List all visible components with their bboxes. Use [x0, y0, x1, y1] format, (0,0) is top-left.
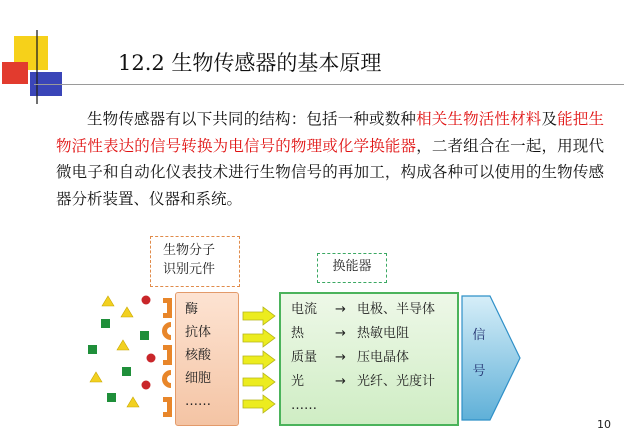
- receptor-square-shape: [163, 345, 172, 365]
- yellow-triangle-shape: [121, 307, 133, 317]
- transducer-quantity: 热: [291, 326, 305, 341]
- red-circle-shape: [142, 296, 151, 305]
- yellow-triangle-shape: [90, 372, 102, 382]
- signal-label: [467, 318, 491, 390]
- yellow-arrow-shape: [243, 329, 275, 347]
- page-number: 10: [597, 418, 611, 431]
- recognition-label-line1: 生物分子: [163, 243, 216, 258]
- paragraph-highlight-transducer: 能把生物活性表达的信号转换为电信号的物理或化学换能器: [56, 110, 604, 155]
- transducer-row-current: [291, 298, 457, 322]
- paragraph-text-3: ，二者组合在一起，用现代微电子和自动化仪表技术进行生物信号的再加工，构成各种可以使用的生物传感器分析装置、仪器和系统。: [56, 136, 604, 208]
- green-square-shape: [122, 367, 131, 376]
- transducer-device: 压电晶体: [357, 350, 410, 365]
- slide-title: 12.2 生物传感器的基本原理: [118, 51, 382, 75]
- yellow-arrow-shape: [243, 351, 275, 369]
- red-circle-shape: [147, 354, 156, 363]
- yellow-arrow-shape: [243, 395, 275, 413]
- receptor-square-shape: [163, 298, 172, 318]
- right-arrow-icon: →: [335, 374, 346, 389]
- transducer-box: [279, 292, 459, 426]
- right-arrow-icon: →: [335, 302, 346, 317]
- transducer-label: 换能器: [317, 253, 387, 283]
- right-arrow-icon: →: [335, 350, 346, 365]
- bio-item-cell: 细胞: [185, 371, 212, 386]
- receptor-shapes: [162, 298, 172, 417]
- transducer-row-mass: [291, 346, 457, 370]
- transducer-row-light: [291, 370, 457, 394]
- signal-char: 信: [472, 328, 486, 343]
- right-arrow-icon: →: [335, 326, 346, 341]
- transducer-device: 光纤、光度计: [357, 374, 436, 389]
- green-square-shape: [101, 319, 110, 328]
- yellow-triangle-shape: [117, 340, 129, 350]
- bio-item-nucleic-acid: 核酸: [185, 348, 212, 363]
- yellow-triangle-shape: [127, 397, 139, 407]
- transducer-device: 电极、半导体: [357, 302, 436, 317]
- transducer-row-more: ……: [291, 398, 317, 413]
- conversion-arrows: [243, 307, 275, 413]
- red-circle-shape: [142, 381, 151, 390]
- transducer-row-heat: [291, 322, 457, 346]
- green-square-shape: [88, 345, 97, 354]
- bio-recognition-box: [175, 292, 239, 426]
- recognition-label-line2: 识别元件: [163, 262, 216, 277]
- transducer-quantity: 光: [291, 374, 305, 389]
- green-square-shape: [140, 331, 149, 340]
- signal-char: 号: [472, 364, 486, 379]
- yellow-arrow-shape: [243, 373, 275, 391]
- transducer-device: 热敏电阻: [357, 326, 410, 341]
- bio-item-more: ……: [185, 394, 211, 409]
- receptor-square-shape: [163, 397, 172, 417]
- bio-item-enzyme: 酶: [185, 302, 199, 317]
- signal-text: [467, 318, 491, 390]
- transducer-quantity: 电流: [291, 302, 318, 317]
- bio-item-antibody: 抗体: [185, 325, 212, 340]
- green-square-shape: [107, 393, 116, 402]
- transducer-quantity: 质量: [291, 350, 318, 365]
- paragraph-text-1: 生物传感器有以下共同的结构：包括一种或数种: [87, 110, 417, 128]
- receptor-round-shape: [162, 370, 171, 388]
- paragraph-highlight-material: 相关生物活性材料: [416, 110, 542, 128]
- receptor-round-shape: [162, 322, 171, 340]
- yellow-arrow-shape: [243, 307, 275, 325]
- paragraph-text-2: 及: [541, 110, 558, 128]
- yellow-triangle-shape: [102, 296, 114, 306]
